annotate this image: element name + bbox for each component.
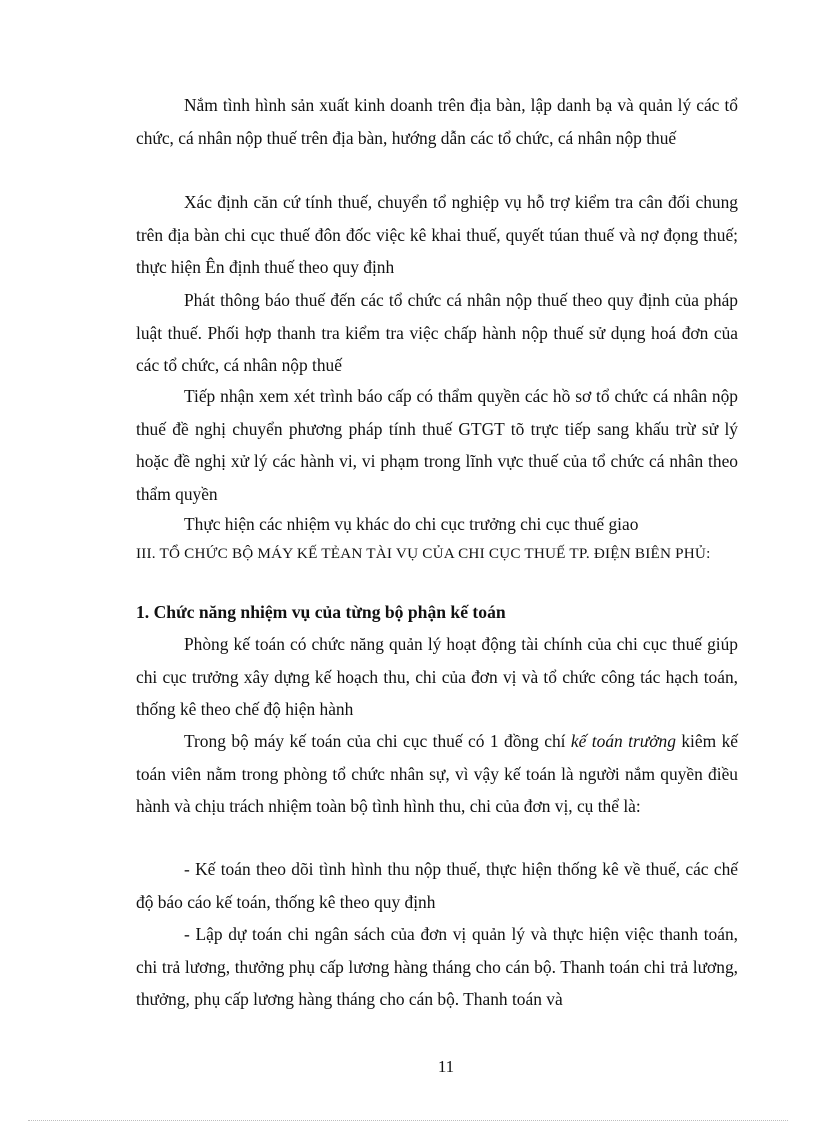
body-paragraph-3 bbox=[136, 853, 738, 918]
paragraph-2-text: Xác định căn cứ tính thuế, chuyển tổ nghiệp vụ hỗ trợ kiểm tra cân đối chung trên địa bàn chi cục thuế đôn đốc việc kê khai thuế, quyết túan thuế và nợ đọng thuế; thực hiện Ên định thuế theo quy định bbox=[136, 192, 738, 277]
page-bottom-rule bbox=[28, 1120, 788, 1121]
paragraph-1 bbox=[136, 89, 738, 154]
body-paragraph-3-text: - Kế toán theo dõi tình hình thu nộp thuế, thực hiện thống kê về thuế, các chế độ báo cáo kế toán, thống kê theo quy định bbox=[136, 859, 738, 912]
body-paragraph-4-text: - Lập dự toán chi ngân sách của đơn vị quản lý và thực hiện việc thanh toán, chi trả lương, thưởng phụ cấp lương hàng tháng cho cán bộ. Thanh toán chi trả lương, thưởng, phụ cấp lương hàng tháng cho cán bộ. Thanh toán và bbox=[136, 924, 738, 1009]
paragraph-2 bbox=[136, 186, 738, 284]
body-paragraph-1-text: Phòng kế toán có chức năng quản lý hoạt động tài chính của chi cục thuế giúp chi cục trưởng xây dựng kế hoạch thu, chi của đơn vị và tổ chức công tác hạch toán, thống kê theo chế độ hiện hành bbox=[136, 634, 738, 719]
paragraph-1-text: Nắm tình hình sản xuất kinh doanh trên địa bàn, lập danh bạ và quản lý các tổ chức, cá nhân nộp thuế trên địa bàn, hướng dẫn các tổ chức, cá nhân nộp thuế bbox=[136, 95, 738, 148]
paragraph-3-text: Phát thông báo thuế đến các tổ chức cá nhân nộp thuế theo quy định của pháp luật thuế. Phối hợp thanh tra kiểm tra việc chấp hành nộp thuế sử dụng hoá đơn của các tổ chức, cá nhân nộp thuế bbox=[136, 290, 738, 375]
paragraph-4-text: Tiếp nhận xem xét trình báo cấp có thẩm quyền các hồ sơ tổ chức cá nhân nộp thuế đề nghị chuyển phương pháp tính thuế GTGT tõ trực tiếp sang khấu trừ sử lý hoặc đề nghị xử lý các hành vi, vi phạm trong lĩnh vực thuế của tổ chức cá nhân theo thẩm quyền bbox=[136, 386, 738, 504]
paragraph-3 bbox=[136, 284, 738, 382]
section-heading: III. TỔ CHỨC BỘ MÁY KẾ TẺAN TÀI VỤ CỦA CHI CỤC THUẾ TP. ĐIỆN BIÊN PHỦ: bbox=[136, 545, 711, 562]
paragraph-5-text: Thực hiện các nhiệm vụ khác do chi cục trưởng chi cục thuế giao bbox=[184, 514, 639, 534]
subheading: 1. Chức năng nhiệm vụ của từng bộ phận kế toán bbox=[136, 602, 506, 622]
page-number: 11 bbox=[437, 1057, 455, 1076]
paragraph-4 bbox=[136, 380, 738, 510]
body-paragraph-1 bbox=[136, 628, 738, 726]
body-paragraph-4 bbox=[136, 918, 738, 1016]
body-paragraph-2-rest: kiêm kế toán viên nằm trong phòng tổ chức nhân sự, vì vậy kế toán là người nắm quyền điều hành và chịu trách nhiệm toàn bộ tình hình thu, chi của đơn vị, cụ thể là: bbox=[136, 731, 738, 816]
body-paragraph-2-lead: Trong bộ máy kế toán của chi cục thuế có 1 đồng chí bbox=[184, 731, 571, 751]
accountant-title-italic: kế toán trưởng bbox=[570, 731, 676, 751]
body-paragraph-2 bbox=[136, 725, 738, 823]
paragraph-5 bbox=[136, 508, 738, 541]
